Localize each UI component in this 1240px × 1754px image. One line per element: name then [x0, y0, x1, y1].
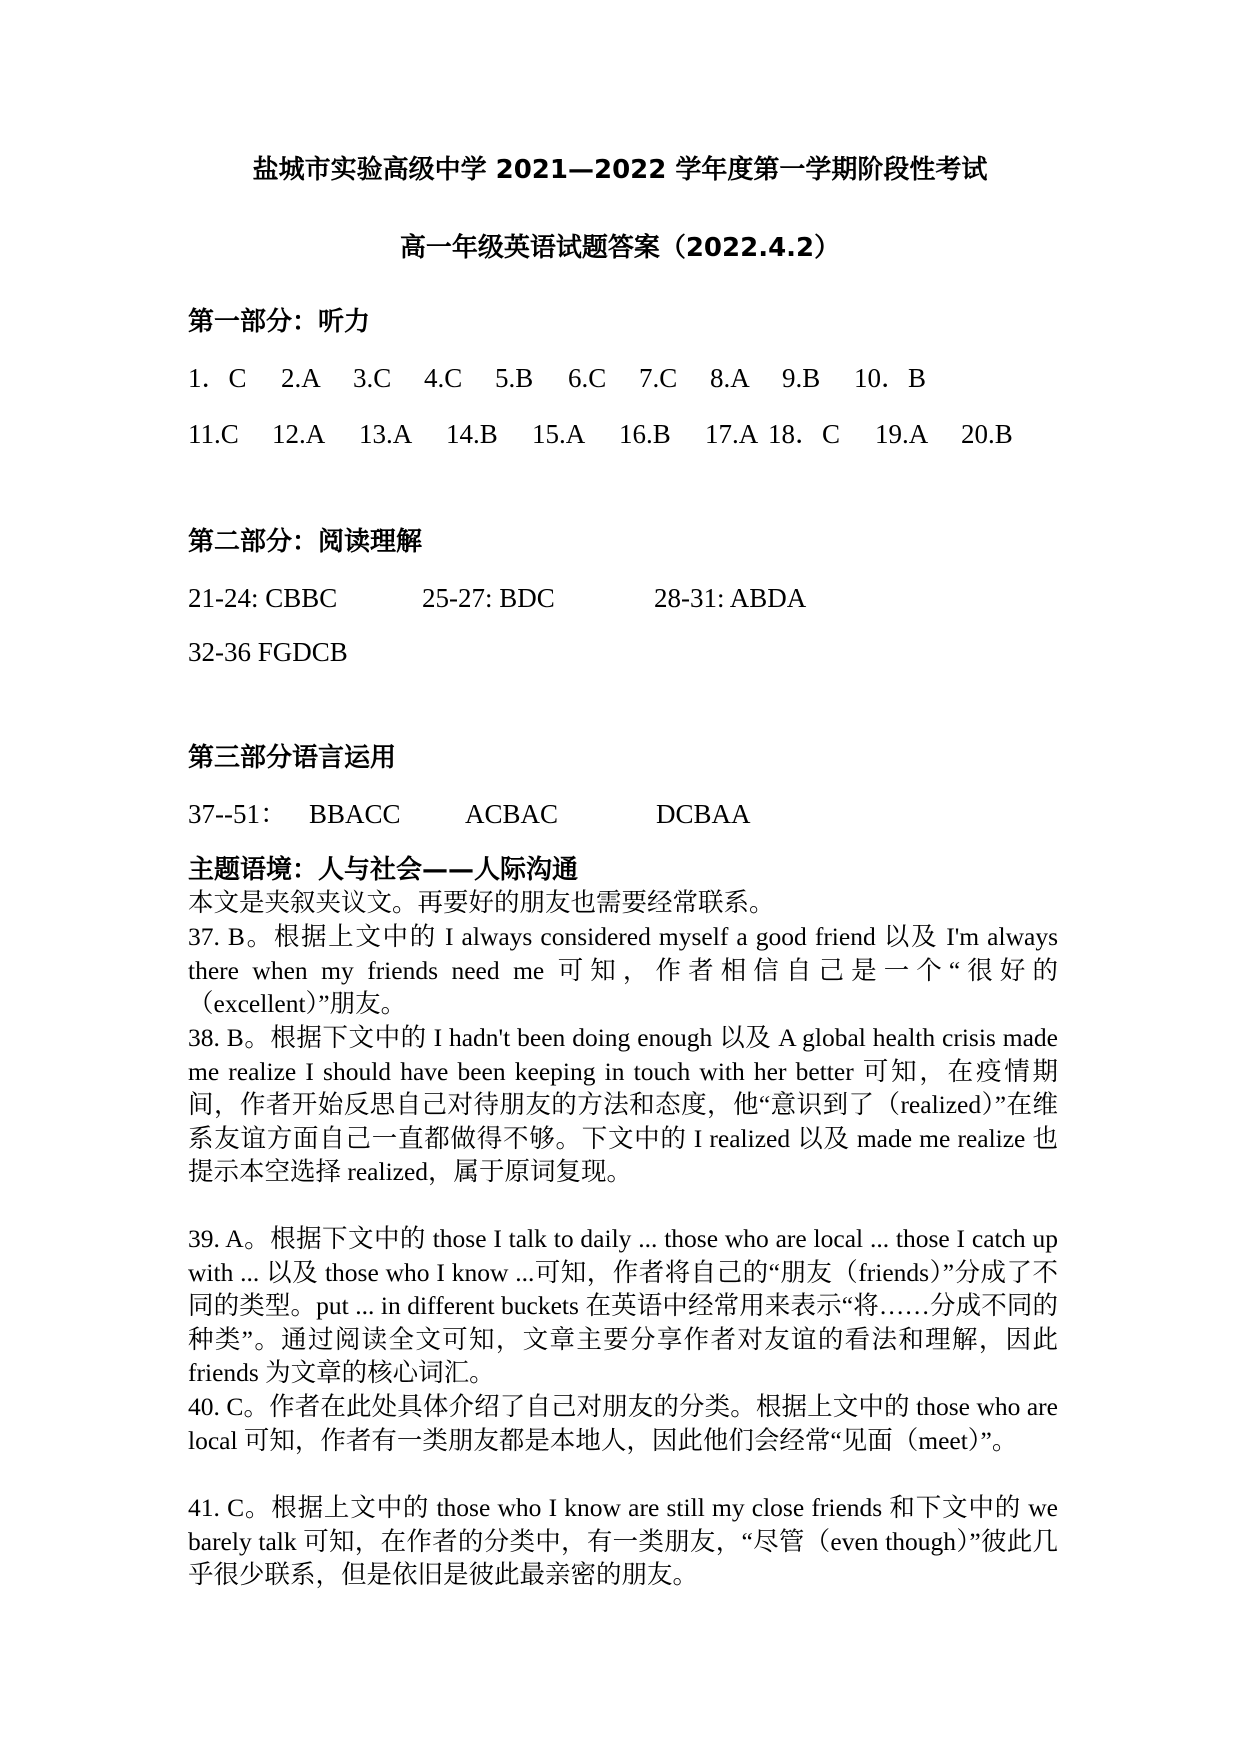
explanation-41: 41. C。根据上文中的 those who I know are still my close friends 和下文中的 we barely talk 可知，在作者的分类中，有一类朋友，“尽管（even though）”彼此几乎很少联系，但是依旧是彼此最亲密的朋友。	[188, 1493, 1058, 1589]
answer-item: 16.B	[619, 419, 671, 449]
answer-item: 9.B	[782, 363, 821, 393]
explanation-37: 37. B。根据上文中的 I always considered myself a good friend 以及 I'm always there when my friends need me 可知，作者相信自己是一个“很好的（excellent）”朋友。	[188, 922, 1058, 1018]
answer-item: 5.B	[495, 363, 534, 393]
answer-item: 17.A	[705, 419, 759, 449]
part3-heading: 第三部分语言运用	[188, 743, 397, 773]
document-subtitle: 高一年级英语试题答案（2022.4.2）	[399, 233, 841, 263]
answer-item: 7.C	[639, 363, 678, 393]
answer-item: ACBAC	[465, 799, 559, 829]
document-title: 盐城市实验高级中学 2021—2022 学年度第一学期阶段性考试	[252, 155, 988, 185]
answer-item: 2.A	[281, 363, 321, 393]
answer-item: 14.B	[446, 419, 498, 449]
answer-item: 28-31: ABDA	[654, 583, 807, 613]
part1-heading: 第一部分：听力	[188, 307, 371, 337]
answer-item: 6.C	[568, 363, 607, 393]
answer-item: 3.C	[353, 363, 392, 393]
answer-item: 25-27: BDC	[422, 583, 555, 613]
answer-item: 21-24: CBBC	[188, 583, 338, 613]
answer-item: 18．C	[768, 419, 841, 449]
answer-item: BBACC	[309, 799, 401, 829]
explanation-38: 38. B。根据下文中的 I hadn't been doing enough 以及 A global health crisis made me realize I should have been keeping in touch with her better 可知，在疫情期间，作者开始反思自己对待朋友的方法和态度，他“意识到了（realized）”在维系友谊方面自己一直都做得不够。下文中的 I realized 以及 made me realize 也提示本空选择 realized，属于原词复现。	[188, 1023, 1058, 1186]
answer-item: 11.C	[188, 419, 239, 449]
answer-item: DCBAA	[656, 799, 751, 829]
answer-item: 12.A	[272, 419, 326, 449]
answer-item: 20.B	[961, 419, 1013, 449]
passage-intro: 本文是夹叙夹议文。再要好的朋友也需要经常联系。	[188, 888, 775, 917]
explanation-40: 40. C。作者在此处具体介绍了自己对朋友的分类。根据上文中的 those who are local 可知，作者有一类朋友都是本地人，因此他们会经常“见面（meet）”。	[188, 1392, 1058, 1455]
theme-context: 主题语境：人与社会——人际沟通	[188, 855, 579, 885]
answer-item: 32-36 FGDCB	[188, 637, 348, 667]
part2-heading: 第二部分：阅读理解	[188, 527, 423, 557]
answer-item: 15.A	[532, 419, 586, 449]
answer-item: 13.A	[359, 419, 413, 449]
answer-item: 4.C	[424, 363, 463, 393]
answer-item: 1．C	[188, 363, 247, 393]
answer-item: 19.A	[875, 419, 929, 449]
answer-item: 8.A	[710, 363, 750, 393]
explanation-39: 39. A。根据下文中的 those I talk to daily ... those who are local ... those I catch up with ... 以及 those who I know ...可知，作者将自己的“朋友（friends）”分成了不同的类型。put ... in different buckets 在英语中经常用来表示“将……分成不同的种类”。通过阅读全文可知，文章主要分享作者对友谊的看法和理解，因此 friends 为文章的核心词汇。	[188, 1224, 1058, 1387]
answer-item: 10．B	[854, 363, 927, 393]
answer-range-label: 37--51：	[188, 799, 287, 829]
